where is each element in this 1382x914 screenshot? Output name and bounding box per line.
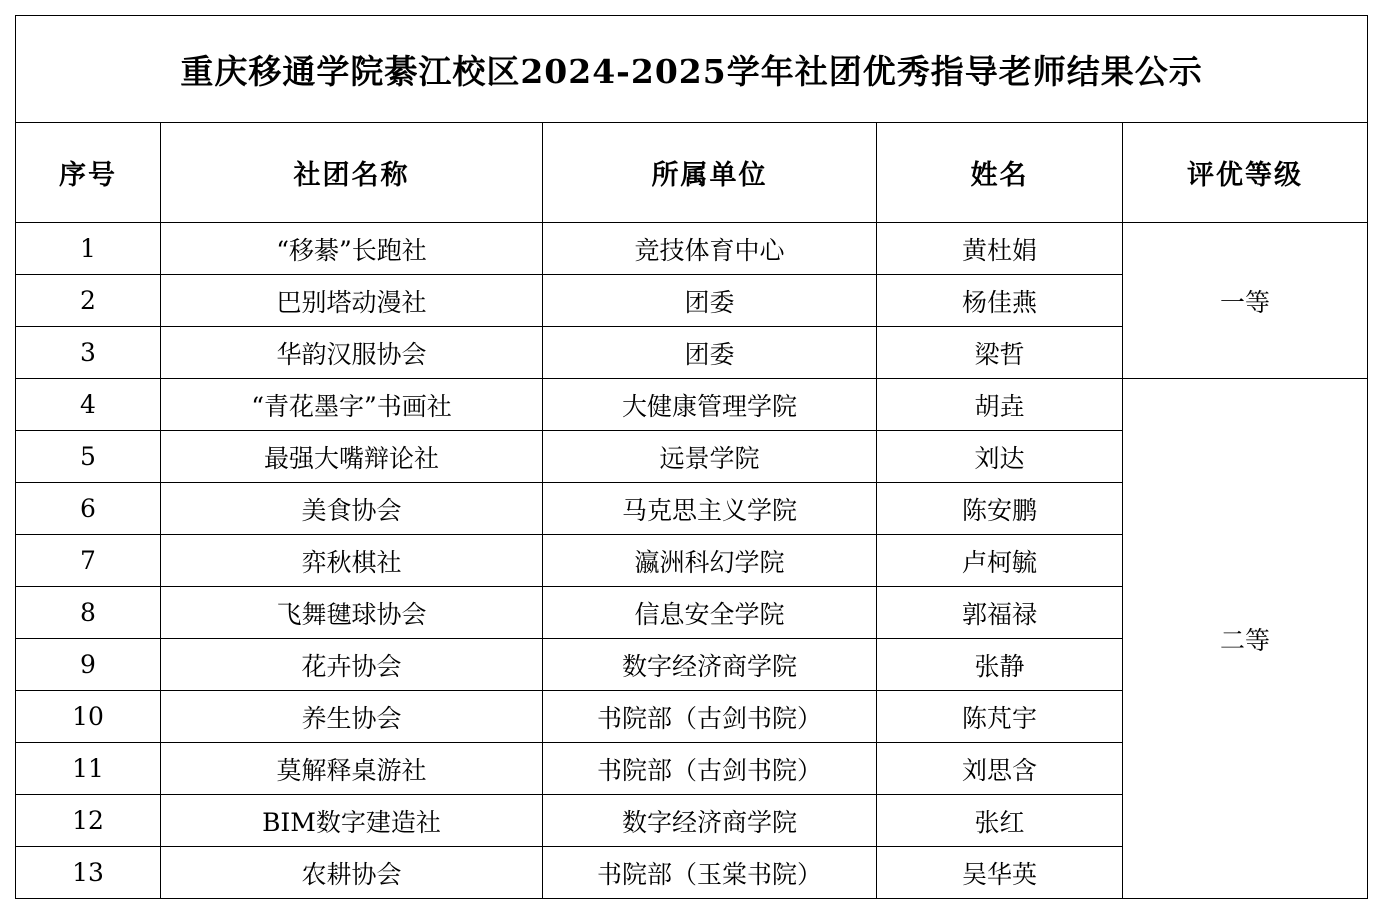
- rank-first: 一等: [1123, 223, 1368, 379]
- row-index: 4: [16, 379, 161, 431]
- page-title: 重庆移通学院綦江校区2024-2025学年社团优秀指导老师结果公示: [16, 16, 1368, 123]
- column-header-name: 姓名: [877, 123, 1123, 223]
- title-row: [16, 16, 1368, 123]
- row-club: 巴别塔动漫社: [161, 275, 543, 327]
- row-club: “青花墨字”书画社: [161, 379, 543, 431]
- row-unit: 数字经济商学院: [543, 639, 877, 691]
- row-unit: 团委: [543, 327, 877, 379]
- row-unit: 瀛洲科幻学院: [543, 535, 877, 587]
- row-index: 11: [16, 743, 161, 795]
- row-index: 9: [16, 639, 161, 691]
- column-header-rank: 评优等级: [1123, 123, 1368, 223]
- row-name: 胡垚: [877, 379, 1123, 431]
- row-name: 梁哲: [877, 327, 1123, 379]
- row-index: 3: [16, 327, 161, 379]
- row-club: 飞舞毽球协会: [161, 587, 543, 639]
- row-unit: 团委: [543, 275, 877, 327]
- column-header-club: 社团名称: [161, 123, 543, 223]
- rank-second: 二等: [1123, 379, 1368, 899]
- row-name: 张静: [877, 639, 1123, 691]
- row-index: 10: [16, 691, 161, 743]
- row-index: 6: [16, 483, 161, 535]
- row-name: 张红: [877, 795, 1123, 847]
- row-club: 最强大嘴辩论社: [161, 431, 543, 483]
- row-unit: 书院部（古剑书院）: [543, 743, 877, 795]
- row-club: 养生协会: [161, 691, 543, 743]
- row-club: BIM数字建造社: [161, 795, 543, 847]
- row-unit: 大健康管理学院: [543, 379, 877, 431]
- row-club: 农耕协会: [161, 847, 543, 899]
- row-club: “移綦”长跑社: [161, 223, 543, 275]
- row-unit: 数字经济商学院: [543, 795, 877, 847]
- row-index: 5: [16, 431, 161, 483]
- row-club: 弈秋棋社: [161, 535, 543, 587]
- row-name: 黄杜娟: [877, 223, 1123, 275]
- row-name: 杨佳燕: [877, 275, 1123, 327]
- row-name: 郭福禄: [877, 587, 1123, 639]
- row-index: 8: [16, 587, 161, 639]
- row-unit: 信息安全学院: [543, 587, 877, 639]
- row-unit: 竞技体育中心: [543, 223, 877, 275]
- header-row: [16, 123, 1368, 223]
- row-index: 12: [16, 795, 161, 847]
- row-index: 7: [16, 535, 161, 587]
- award-results-table: [15, 15, 1368, 899]
- row-name: 刘思含: [877, 743, 1123, 795]
- row-unit: 书院部（古剑书院）: [543, 691, 877, 743]
- row-name: 陈芃宇: [877, 691, 1123, 743]
- row-name: 卢柯毓: [877, 535, 1123, 587]
- row-club: 华韵汉服协会: [161, 327, 543, 379]
- row-club: 花卉协会: [161, 639, 543, 691]
- row-index: 13: [16, 847, 161, 899]
- row-club: 美食协会: [161, 483, 543, 535]
- row-unit: 书院部（玉棠书院）: [543, 847, 877, 899]
- row-name: 刘达: [877, 431, 1123, 483]
- row-unit: 马克思主义学院: [543, 483, 877, 535]
- row-unit: 远景学院: [543, 431, 877, 483]
- table-row: [16, 223, 1368, 275]
- table-row: [16, 379, 1368, 431]
- row-club: 莫解释桌游社: [161, 743, 543, 795]
- row-index: 2: [16, 275, 161, 327]
- row-name: 陈安鹏: [877, 483, 1123, 535]
- column-header-index: 序号: [16, 123, 161, 223]
- column-header-unit: 所属单位: [543, 123, 877, 223]
- row-index: 1: [16, 223, 161, 275]
- row-name: 吴华英: [877, 847, 1123, 899]
